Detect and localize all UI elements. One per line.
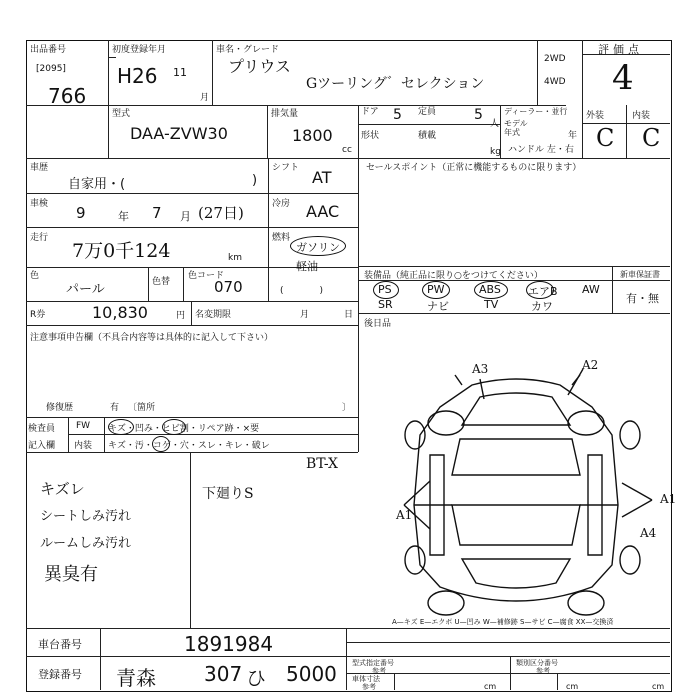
mileage-label: 走行	[30, 233, 49, 243]
equip-ps: PS	[378, 283, 392, 296]
equip-abs: ABS	[479, 283, 501, 296]
legend-circle-1	[108, 419, 134, 435]
equip-pw: PW	[427, 283, 445, 296]
notes-label: 注意事項申告欄（不具合内容等は具体的に記入して下さい）	[30, 333, 274, 343]
damage-a2: A2	[582, 358, 599, 372]
usage-close: )	[252, 173, 258, 188]
equip-pw-circle	[422, 281, 450, 299]
dims-unit-2: cm	[566, 682, 579, 691]
color-code-value: 070	[214, 278, 243, 296]
inspection-month-unit: 月	[180, 210, 191, 223]
usage-label: 車歴	[30, 163, 49, 173]
aftermarket-label: 後日品	[364, 319, 392, 329]
handle-label: ハンドル 左・右	[508, 145, 574, 155]
dims-label: 車体寸法	[352, 675, 380, 683]
equip-tv: TV	[484, 298, 499, 311]
dealer-label: ディーラー・並行	[504, 107, 568, 116]
fuel-diesel: 軽油	[296, 260, 318, 273]
name-change-label: 名変期限	[195, 310, 232, 320]
inspector-label: 検査員	[28, 424, 56, 434]
color-change-label: 色替	[152, 277, 171, 287]
name-change-day: 日	[344, 310, 354, 320]
equip-airbag-circle	[526, 281, 554, 299]
repair-label: 修復歴	[46, 403, 74, 413]
plate-label: 登録番号	[38, 668, 82, 681]
dims-ref: 参考	[362, 683, 376, 691]
inspection-year: 9	[76, 204, 86, 222]
type-label: 型式	[112, 109, 131, 119]
equip-ps-circle	[373, 281, 399, 299]
equip-leather: カワ	[531, 300, 553, 313]
name-change-month: 月	[300, 310, 310, 320]
drive-4wd: 4WD	[544, 77, 566, 87]
year-unit: 年	[568, 131, 578, 141]
lot-number: 766	[48, 84, 87, 108]
model-label: モデル	[504, 119, 528, 128]
usage-value: 自家用・(	[68, 177, 126, 192]
fuel-paren: ( )	[280, 286, 324, 296]
displacement-value: 1800	[292, 126, 333, 145]
interior-grade: C	[642, 124, 661, 152]
legend-circle-2	[162, 419, 186, 435]
exterior-label: 外装	[586, 111, 605, 121]
plate-class: 307	[204, 662, 243, 686]
exterior-legend: キズ・凹み・ヒビ割・リペア跡・×要	[108, 424, 260, 434]
equip-airbag: エアB	[528, 285, 558, 298]
displacement-label: 排気量	[271, 109, 299, 119]
class-number-ref: 参考	[536, 667, 550, 675]
ac-label: 冷房	[272, 199, 291, 209]
dims-unit-3: cm	[652, 682, 665, 691]
handwritten-note-2: シートしみ汚れ	[40, 509, 132, 524]
score-value: 4	[612, 58, 634, 98]
car-model-name: プリウス	[228, 57, 291, 76]
recycle-unit: 円	[176, 311, 186, 321]
repair-value: 有	[110, 403, 120, 413]
recycle-value: 10,830	[92, 303, 148, 322]
interior-label: 内装	[632, 111, 651, 121]
equip-abs-circle	[474, 281, 508, 299]
interior-legend: キズ・汚・コゲ・穴・スレ・キレ・破レ	[108, 441, 270, 451]
fw-tab: FW	[76, 421, 91, 431]
warranty-label: 新車保証書	[620, 270, 660, 279]
damage-a1-right: A1	[660, 492, 677, 506]
ac-value: AAC	[306, 202, 340, 221]
shift-value: AT	[312, 168, 332, 187]
handwritten-note-3: ルームしみ汚れ	[40, 536, 132, 551]
equip-aw: AW	[582, 283, 600, 296]
capacity-value: 5	[474, 107, 483, 123]
mileage-value: 7万0千124	[72, 240, 171, 262]
handwritten-under: 下廻りS	[202, 486, 254, 502]
first-registration-era: H26	[117, 64, 158, 88]
doors-label: ドア	[361, 107, 379, 117]
legend-circle-3	[152, 436, 170, 452]
exterior-grade: C	[596, 124, 615, 152]
type-value: DAA-ZVW30	[130, 124, 228, 143]
damage-a3: A3	[472, 362, 489, 376]
shift-label: シフト	[272, 163, 300, 173]
score-label: 評価点	[598, 43, 643, 56]
plate-kana: ひ	[246, 666, 266, 690]
repair-location: 〔箇所	[128, 403, 156, 413]
equip-sr: SR	[378, 298, 393, 311]
form-number-ref: 参考	[372, 667, 386, 675]
first-registration-label: 初度登録年月	[112, 45, 167, 55]
recycle-label: R券	[30, 310, 46, 320]
inspection-label: 車検	[30, 199, 49, 209]
plate-prefecture: 青森	[116, 666, 156, 690]
load-label: 積載	[418, 131, 437, 141]
car-name-label: 車名・グレード	[216, 45, 280, 55]
inspection-year-unit: 年	[118, 210, 129, 223]
color-label: 色	[30, 271, 40, 281]
color-value: パール	[66, 282, 105, 297]
form-number-label: 型式指定番号	[352, 659, 394, 667]
equipment-label: 装備品（純正品に限り○をつけてください）	[364, 271, 543, 281]
first-registration-month: 11	[173, 66, 187, 79]
fuel-gas-circle	[290, 236, 346, 256]
lot-number-sub: [2095]	[36, 64, 66, 74]
damage-legend: A—キズ E—エクボ U—凹み W—補修跡 S—サビ C—腐食 XX—交換済	[392, 618, 614, 626]
car-damage-diagram	[360, 355, 670, 625]
capacity-unit: 人	[490, 119, 500, 129]
capacity-label: 定員	[418, 107, 437, 117]
fuel-label: 燃料	[272, 233, 291, 243]
damage-a1-left: A1	[396, 508, 413, 522]
writer-label: 記入欄	[28, 441, 56, 451]
drive-2wd: 2WD	[544, 54, 566, 64]
equip-navi: ナビ	[427, 300, 449, 313]
handwritten-note-1: キズレ	[40, 480, 85, 498]
repair-close: 〕	[342, 403, 352, 413]
doors-value: 5	[393, 107, 402, 123]
damage-a4: A4	[640, 526, 657, 540]
interior-tab: 内装	[74, 441, 93, 451]
chassis-label: 車台番号	[38, 638, 82, 651]
first-registration-month-unit: 月	[200, 93, 210, 103]
lot-number-label: 出品番号	[30, 45, 67, 55]
mileage-unit: km	[228, 253, 242, 263]
color-code-label: 色コード	[188, 271, 225, 281]
displacement-unit: cc	[342, 145, 352, 155]
year-label: 年式	[504, 128, 520, 137]
inspection-month: 7	[152, 204, 162, 222]
shape-label: 形状	[361, 131, 380, 141]
fuel-gas: ガソリン	[296, 241, 340, 254]
car-grade: Gツーリング゛セレクション	[306, 76, 485, 92]
dims-unit-1: cm	[484, 682, 497, 691]
load-unit: kg	[490, 147, 501, 157]
warranty-value: 有・無	[626, 292, 659, 305]
handwritten-model-code: BT-X	[306, 456, 339, 472]
handwritten-note-4: 異臭有	[44, 564, 98, 585]
inspection-day: (27日)	[198, 204, 244, 222]
plate-number: 5000	[286, 662, 337, 686]
class-number-label: 類別区分番号	[516, 659, 558, 667]
chassis-number: 1891984	[184, 632, 274, 656]
sales-point-label: セールスポイント（正常に機能するものに限ります）	[366, 163, 582, 173]
